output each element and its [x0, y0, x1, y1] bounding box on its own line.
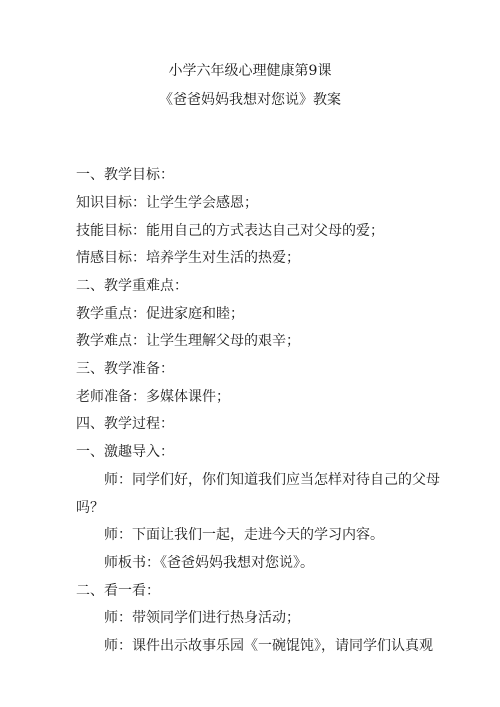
document-title: 小学六年级心理健康第9课 — [168, 63, 332, 79]
subsection-heading-look: 二、看一看： — [76, 583, 160, 599]
paragraph-line: 师：同学们好，你们知道我们应当怎样对待自己的父母 — [104, 472, 440, 488]
teacher-preparation: 老师准备：多媒体课件； — [76, 389, 230, 405]
document-subtitle: 《爸爸妈妈我想对您说》教案 — [159, 92, 341, 108]
subsection-heading-intro: 一、激趣导入： — [76, 444, 174, 460]
teaching-focus: 教学重点：促进家庭和睦； — [76, 306, 244, 322]
section-heading-key-points: 二、教学重难点： — [76, 278, 188, 294]
paragraph-line: 吗？ — [76, 500, 104, 516]
skill-goal: 技能目标：能用自己的方式表达自己对父母的爱； — [76, 223, 384, 239]
emotion-goal: 情感目标：培养学生对生活的热爱； — [76, 250, 300, 266]
paragraph-line: 师：带领同学们进行热身活动； — [104, 610, 300, 626]
paragraph-line: 师板书：《爸爸妈妈我想对您说》。 — [104, 555, 314, 571]
paragraph-line: 师：下面让我们一起，走进今天的学习内容。 — [104, 527, 384, 543]
section-heading-goals: 一、教学目标： — [76, 167, 174, 183]
knowledge-goal: 知识目标：让学生学会感恩； — [76, 195, 258, 211]
section-heading-preparation: 三、教学准备： — [76, 361, 174, 377]
paragraph-line: 师：课件出示故事乐园《一碗馄饨》，请同学们认真观 — [104, 638, 433, 654]
section-heading-process: 四、教学过程： — [76, 416, 174, 432]
teaching-difficulty: 教学难点：让学生理解父母的艰辛； — [76, 333, 300, 349]
